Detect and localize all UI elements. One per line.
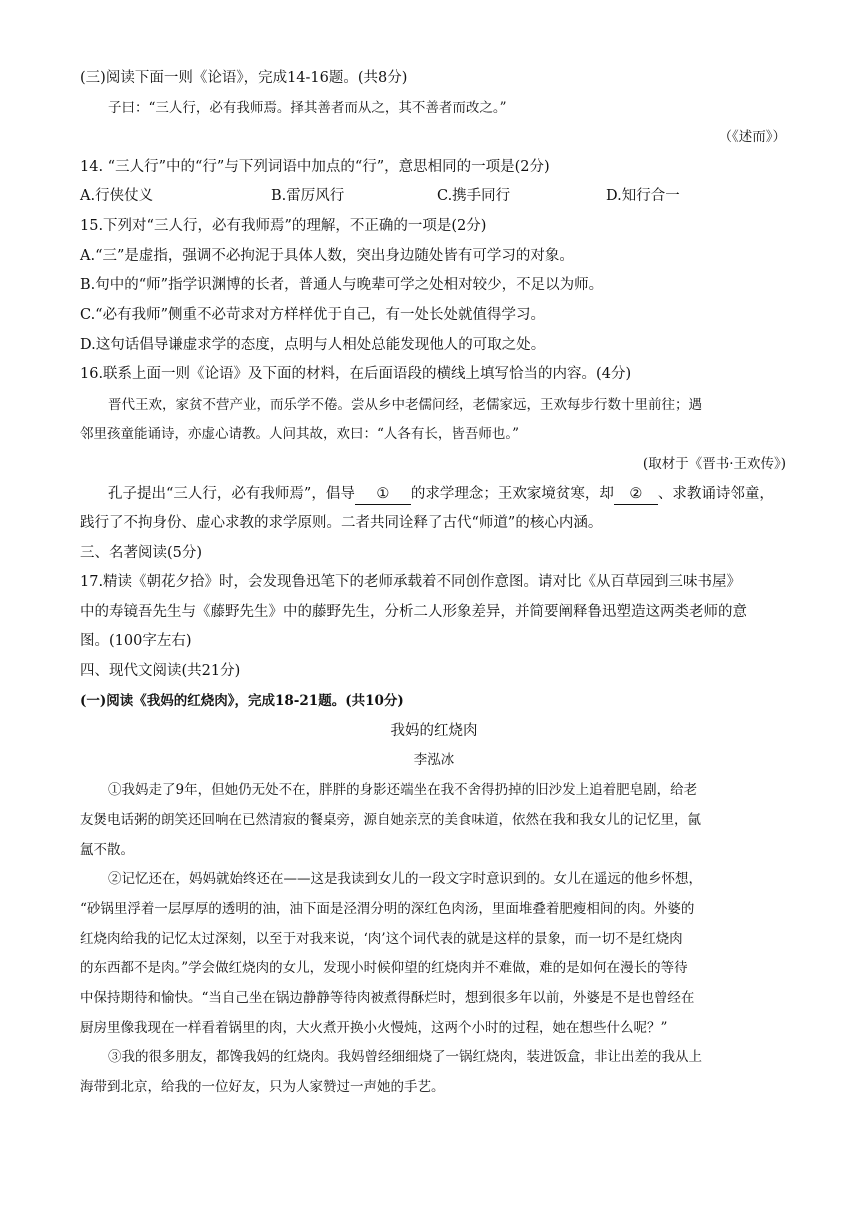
- paragraph-1-line-1: ①我妈走了9年，但她仍无处不在，胖胖的身影还端坐在我不舍得扔掉的旧沙发上追着肥皂剧，给老: [108, 782, 698, 798]
- section-heading-mingzhu: 三、名著阅读(5分): [80, 545, 203, 561]
- paragraph-2-line-2: “砂锅里浮着一层厚厚的透明的油，油下面是泾渭分明的深红色肉汤，里面堆叠着肥瘦相间的肉。外婆的: [80, 901, 695, 917]
- q16-fill-line-1: [108, 484, 774, 505]
- paragraph-2-line-1: ②记忆还在，妈妈就始终还在——这是我读到女儿的一段文字时意识到的。女儿在遥远的他乡怀想，: [108, 871, 702, 887]
- article-title: 我妈的红烧肉: [390, 723, 478, 739]
- q14-option-d: D.知行合一: [606, 188, 680, 204]
- q16-blank-2[interactable]: ②: [614, 484, 658, 505]
- quote-text: 子曰：“三人行，必有我师焉。择其善者而从之，其不善者而改之。”: [108, 100, 507, 116]
- paragraph-1-line-2: 友煲电话粥的朗笑还回响在已然清寂的餐桌旁，源自她亲烹的美食味道，依然在我和我女儿的记忆里，氤: [80, 812, 701, 828]
- q16-blank-1[interactable]: ①: [355, 484, 411, 505]
- paragraph-2-line-3: 红烧肉给我的记忆太过深刻，以至于对我来说，‘肉’这个词代表的就是这样的景象，而一切不是红烧肉: [80, 931, 683, 947]
- q16-material-line-2: 邻里孩童能诵诗，亦虚心请教。人问其故，欢曰：“人各有长，皆吾师也。”: [80, 426, 520, 442]
- sub-heading-article: (一)阅读《我妈的红烧肉》，完成18-21题。(共10分): [80, 693, 404, 709]
- section-heading-lunyu: (三)阅读下面一则《论语》，完成14-16题。(共8分): [80, 70, 408, 86]
- q16-fill-part-1: 孔子提出“三人行，必有我师焉”，倡导: [108, 486, 355, 502]
- q16-material-line-1: 晋代王欢，家贫不营产业，而乐学不倦。尝从乡中老儒问经，老儒家远，王欢每步行数十里前往；遇: [108, 397, 702, 413]
- q16-fill-line-2: 践行了不拘身份、虚心求教的求学原则。二者共同诠释了古代“师道”的核心内涵。: [80, 515, 603, 531]
- q14-stem: 14. “三人行”中的“行”与下列词语中加点的“行”，意思相同的一项是(2分): [80, 159, 550, 175]
- q15-option-c: C.“必有我师”侧重不必苛求对方样样优于自己，有一处长处就值得学习。: [80, 307, 546, 323]
- q15-stem: 15.下列对“三人行，必有我师焉”的理解，不正确的一项是(2分): [80, 218, 487, 234]
- q14-option-b: B.雷厉风行: [271, 188, 345, 204]
- q15-option-a: A.“三”是虚指，强调不必拘泥于具体人数，突出身边随处皆有可学习的对象。: [80, 248, 574, 264]
- q15-option-d: D.这句话倡导谦虚求学的态度，点明与人相处总能发现他人的可取之处。: [80, 337, 546, 353]
- q16-material-source: (取材于《晋书·王欢传》): [642, 456, 786, 472]
- q14-option-a: A.行侠仗义: [80, 188, 154, 204]
- article-author: 李泓冰: [413, 752, 455, 768]
- q16-stem: 16.联系上面一则《论语》及下面的材料，在后面语段的横线上填写恰当的内容。(4分): [80, 366, 632, 382]
- q17-line-2: 中的寿镜吾先生与《藤野先生》中的藤野先生，分析二人形象差异，并简要阐释鲁迅塑造这两类老师的意: [80, 604, 747, 620]
- paragraph-2-line-6: 厨房里像我现在一样看着锅里的肉，大火煮开换小火慢炖，这两个小时的过程，她在想些什么呢？”: [80, 1020, 668, 1036]
- q14-option-c: C.携手同行: [437, 188, 511, 204]
- paragraph-2-line-5: 中保持期待和愉快。“当自己坐在锅边静静等待肉被煮得酥烂时，想到很多年以前，外婆是不是也曾经在: [80, 990, 695, 1006]
- q15-option-b: B.句中的“师”指学识渊博的长者，普通人与晚辈可学之处相对较少，不足以为师。: [80, 277, 604, 293]
- q17-line-3: 图。(100字左右): [80, 633, 192, 649]
- paragraph-2-line-4: 的东西都不是肉。”学会做红烧肉的女儿，发现小时候仰望的红烧肉并不难做，难的是如何在漫长的等待: [80, 960, 688, 976]
- section-heading-modern: 四、现代文阅读(共21分): [80, 663, 241, 679]
- q17-line-1: 17.精读《朝花夕拾》时，会发现鲁迅笔下的老师承载着不同创作意图。请对比《从百草园到三味书屋》: [80, 574, 742, 590]
- paragraph-3-line-2: 海带到北京，给我的一位好友，只为人家赞过一声她的手艺。: [80, 1079, 445, 1095]
- quote-source: （《述而》）: [718, 129, 786, 145]
- q16-fill-part-2: 的求学理念；王欢家境贫寒，却: [410, 486, 614, 502]
- paragraph-3-line-1: ③我的很多朋友，都馋我妈的红烧肉。我妈曾经细细烧了一锅红烧肉，装进饭盒，非让出差的我从上: [108, 1049, 702, 1065]
- paragraph-1-line-3: 氲不散。: [80, 842, 134, 858]
- q16-fill-part-3: 、求教诵诗邻童，: [657, 486, 774, 502]
